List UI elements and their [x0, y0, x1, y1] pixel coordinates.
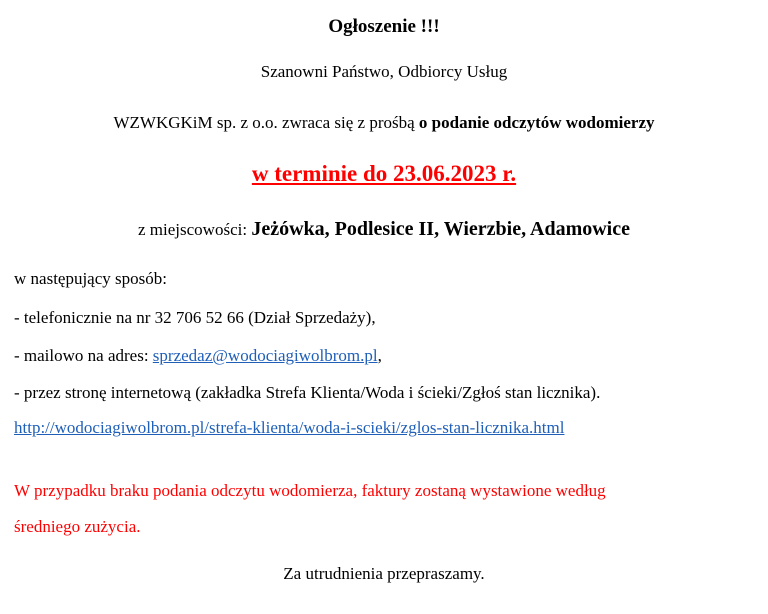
- mail-suffix: ,: [377, 346, 382, 365]
- warning-line-1: W przypadku braku podania odczytu wodomierza, faktury zostaną wystawione według: [14, 481, 606, 500]
- mail-prefix: - mailowo na adres:: [14, 346, 153, 365]
- request-bold: o podanie odczytów wodomierzy: [418, 113, 655, 132]
- method-mail: [14, 346, 764, 366]
- method-web: - przez stronę internetową (zakładka Strefa Klienta/Woda i ścieki/Zgłoś stan licznika).: [14, 383, 601, 402]
- greeting: Szanowni Państwo, Odbiorcy Usług: [260, 62, 508, 81]
- deadline: w terminie do 23.06.2023 r.: [251, 161, 517, 186]
- places-list: Jeżówka, Podlesice II, Wierzbie, Adamowice: [251, 218, 630, 240]
- warning-line-2: średniego zużycia.: [14, 517, 141, 536]
- request-prefix: WZWKGKiM sp. z o.o. zwraca się z prośbą: [113, 113, 419, 132]
- email-link[interactable]: sprzedaz@wodociagiwolbrom.pl: [152, 346, 378, 365]
- places-text: [0, 218, 768, 241]
- apology: Za utrudnienia przepraszamy.: [283, 564, 485, 583]
- places-prefix: z miejscowości:: [138, 220, 252, 239]
- request-text: [0, 113, 768, 133]
- meter-reading-url-link[interactable]: http://wodociagiwolbrom.pl/strefa-klienta/woda-i-scieki/zglos-stan-licznika.html: [14, 418, 565, 437]
- method-phone: - telefonicznie na nr 32 706 52 66 (Dział Sprzedaży),: [14, 308, 376, 327]
- url-line: [14, 418, 764, 438]
- announcement-title: Ogłoszenie !!!: [328, 16, 440, 37]
- methods-intro: w następujący sposób:: [14, 269, 167, 288]
